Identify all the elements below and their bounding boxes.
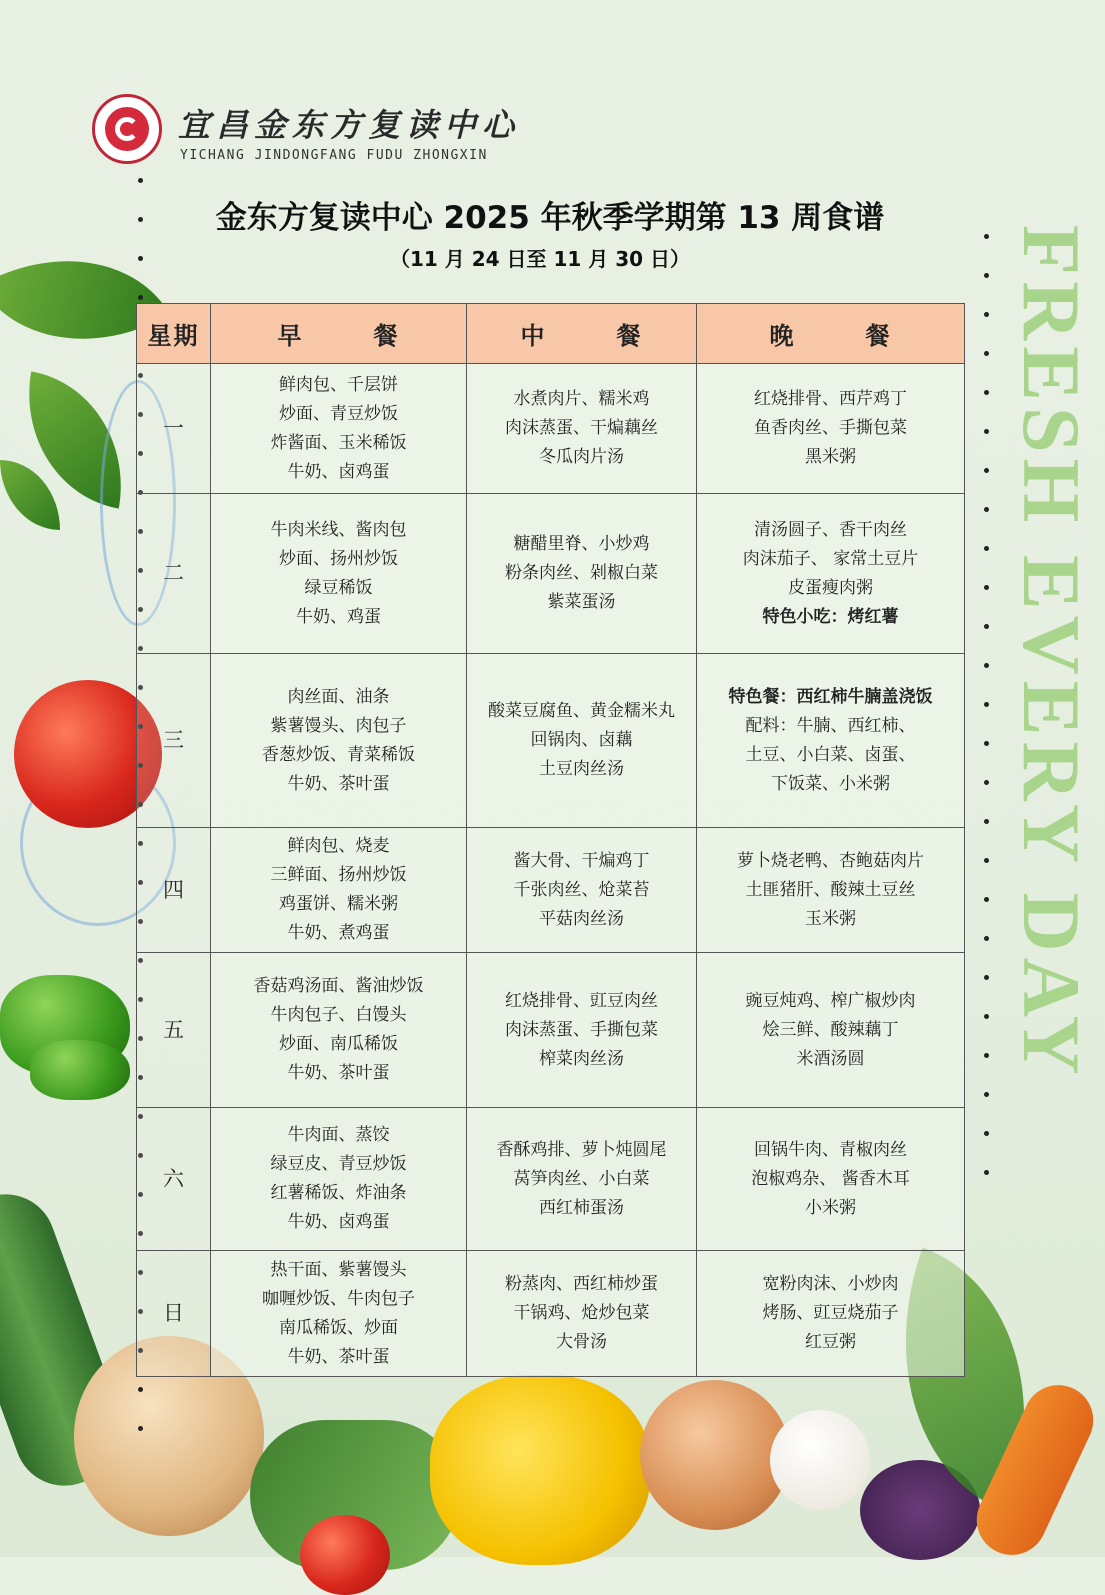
brand-name-cn: 宜昌金东方复读中心 <box>178 106 521 144</box>
header-lunch: 中 餐 <box>467 304 697 364</box>
tomato-decoration <box>300 1515 390 1595</box>
menu-item-line: 冬瓜肉片汤 <box>539 447 624 467</box>
menu-item-line: 牛奶、卤鸡蛋 <box>287 1212 390 1232</box>
menu-item-line: 玉米粥 <box>805 908 856 929</box>
garlic-decoration <box>770 1410 870 1510</box>
menu-item-line: 黑米粥 <box>805 447 856 467</box>
dot-column-right <box>984 234 990 1209</box>
breakfast-cell <box>211 364 467 494</box>
table-row <box>137 364 965 494</box>
menu-item-line: 牛奶、鸡蛋 <box>296 606 381 627</box>
menu-item-line: 绿豆皮、青豆炒饭 <box>270 1154 407 1174</box>
menu-item-line: 平菇肉丝汤 <box>539 908 624 929</box>
table-row <box>137 1108 965 1251</box>
menu-item-line: 红薯稀饭、炸油条 <box>270 1183 407 1203</box>
menu-item-line: 香酥鸡排、萝卜炖圆尾 <box>496 1139 667 1160</box>
menu-item-line: 牛奶、茶叶蛋 <box>287 1063 390 1083</box>
menu-item-line: 水煮肉片、糯米鸡 <box>513 389 650 409</box>
menu-item-line: 豌豆炖鸡、榨广椒炒肉 <box>745 990 916 1011</box>
day-cell: 六 <box>137 1108 211 1251</box>
menu-item-line: 炒面、南瓜稀饭 <box>279 1034 398 1054</box>
menu-item-line: 烩三鲜、酸辣藕丁 <box>762 1019 899 1040</box>
menu-item-line: 牛肉米线、酱肉包 <box>270 519 407 540</box>
menu-item-line: 酱大骨、干煸鸡丁 <box>513 850 650 871</box>
menu-item-line: 糖醋里脊、小炒鸡 <box>513 534 650 554</box>
side-slogan <box>1002 225 1097 1081</box>
table-row <box>137 654 965 828</box>
table-row <box>137 953 965 1108</box>
dinner-cell <box>697 1108 965 1251</box>
menu-item-line: 莴笋肉丝、小白菜 <box>513 1168 650 1189</box>
day-cell: 一 <box>137 364 211 494</box>
menu-item-line: 南瓜稀饭、炒面 <box>279 1317 398 1338</box>
yellow-pepper-decoration <box>430 1375 650 1565</box>
menu-item-line: 绿豆稀饭 <box>304 577 373 598</box>
lunch-cell <box>467 1108 697 1251</box>
school-logo <box>92 94 162 164</box>
table-row <box>137 1251 965 1377</box>
menu-item-line: 牛奶、茶叶蛋 <box>287 773 390 794</box>
menu-item-line: 烤肠、豇豆烧茄子 <box>762 1303 899 1323</box>
menu-item-line: 咖喱炒饭、牛肉包子 <box>262 1288 415 1309</box>
menu-item-line: 土豆肉丝汤 <box>539 759 624 779</box>
menu-item-line: 肉沫蒸蛋、干煸藕丝 <box>505 418 658 438</box>
menu-item-line: 下饭菜、小米粥 <box>771 773 890 794</box>
day-cell: 五 <box>137 953 211 1108</box>
menu-item-line: 炒面、扬州炒饭 <box>279 548 398 569</box>
menu-item-line: 三鲜面、扬州炒饭 <box>270 865 407 885</box>
menu-item-line: 牛奶、茶叶蛋 <box>287 1346 390 1367</box>
dinner-cell <box>697 654 965 828</box>
menu-item-line: 回锅牛肉、青椒肉丝 <box>754 1139 907 1160</box>
menu-item-line: 热干面、紫薯馒头 <box>270 1259 407 1280</box>
menu-item-line: 紫薯馒头、肉包子 <box>270 715 407 736</box>
breakfast-cell <box>211 494 467 654</box>
onion-decoration <box>640 1380 790 1530</box>
menu-item-line: 紫菜蛋汤 <box>547 592 616 612</box>
day-cell: 三 <box>137 654 211 828</box>
menu-item-line: 宽粉肉沫、小炒肉 <box>762 1274 899 1294</box>
table-header-row <box>137 304 965 364</box>
header-dinner: 晚 餐 <box>697 304 965 364</box>
page-title: 金东方复读中心 2025 年秋季学期第 13 周食谱 <box>215 200 885 236</box>
lunch-cell <box>467 953 697 1108</box>
menu-item-line: 炸酱面、玉米稀饭 <box>270 432 407 453</box>
special-snack: 特色小吃：烤红薯 <box>762 606 899 627</box>
menu-item-line: 牛奶、煮鸡蛋 <box>287 923 390 943</box>
menu-item-line: 鲜肉包、千层饼 <box>279 374 398 395</box>
menu-item-line: 米酒汤圆 <box>796 1048 865 1069</box>
menu-item-line: 萝卜烧老鸭、杏鲍菇肉片 <box>737 850 924 871</box>
menu-item-line: 回锅肉、卤藕 <box>530 730 633 750</box>
menu-item-line: 鱼香肉丝、手撕包菜 <box>754 418 907 438</box>
menu-item-line: 配料：牛腩、西红柿、 <box>745 715 916 736</box>
special-dish: 特色餐：西红柿牛腩盖浇饭 <box>728 686 933 707</box>
menu-item-line: 榨菜肉丝汤 <box>539 1048 624 1069</box>
menu-item-line: 土匪猪肝、酸辣土豆丝 <box>745 879 916 900</box>
menu-item-line: 牛肉面、蒸饺 <box>287 1125 390 1145</box>
page-subtitle: （11 月 24 日至 11 月 30 日） <box>389 247 691 271</box>
menu-item-line: 牛奶、卤鸡蛋 <box>287 461 390 482</box>
menu-item-line: 粉蒸肉、西红柿炒蛋 <box>505 1274 658 1294</box>
header-breakfast: 早 餐 <box>211 304 467 364</box>
day-cell: 二 <box>137 494 211 654</box>
menu-item-line: 香菇鸡汤面、酱油炒饭 <box>253 976 424 996</box>
menu-item-line: 千张肉丝、炝菜苔 <box>513 879 650 900</box>
breakfast-cell <box>211 1108 467 1251</box>
dinner-cell <box>697 494 965 654</box>
breakfast-cell <box>211 828 467 953</box>
green-pepper-decoration <box>30 1040 130 1100</box>
lunch-cell <box>467 828 697 953</box>
menu-item-line: 清汤圆子、香干肉丝 <box>754 519 907 540</box>
breakfast-cell <box>211 1251 467 1377</box>
menu-item-line: 鸡蛋饼、糯米粥 <box>279 894 398 914</box>
dinner-cell <box>697 364 965 494</box>
dinner-cell <box>697 953 965 1108</box>
menu-item-line: 肉丝面、油条 <box>287 686 390 707</box>
lunch-cell <box>467 654 697 828</box>
lunch-cell <box>467 494 697 654</box>
dinner-cell <box>697 1251 965 1377</box>
table-row <box>137 494 965 654</box>
menu-item-line: 鲜肉包、烧麦 <box>287 836 390 856</box>
day-cell: 四 <box>137 828 211 953</box>
lunch-cell <box>467 1251 697 1377</box>
menu-item-line: 酸菜豆腐鱼、黄金糯米丸 <box>488 701 675 721</box>
menu-item-line: 香葱炒饭、青菜稀饭 <box>262 744 415 765</box>
breakfast-cell <box>211 654 467 828</box>
lunch-cell <box>467 364 697 494</box>
menu-item-line: 土豆、小白菜、卤蛋、 <box>745 744 916 765</box>
menu-item-line: 炒面、青豆炒饭 <box>279 403 398 424</box>
menu-item-line: 粉条肉丝、剁椒白菜 <box>505 563 658 583</box>
menu-item-line: 红烧排骨、豇豆肉丝 <box>505 990 658 1011</box>
menu-item-line: 牛肉包子、白馒头 <box>270 1005 407 1025</box>
menu-item-line: 小米粥 <box>805 1197 856 1218</box>
breakfast-cell <box>211 953 467 1108</box>
dinner-cell <box>697 828 965 953</box>
menu-item-line: 肉沫蒸蛋、手撕包菜 <box>505 1019 658 1040</box>
table-row <box>137 828 965 953</box>
menu-item-line: 泡椒鸡杂、 酱香木耳 <box>751 1168 910 1189</box>
leaf-decoration <box>0 460 60 530</box>
menu-item-line: 大骨汤 <box>556 1332 607 1352</box>
brand-name-en: YICHANG JINDONGFANG FUDU ZHONGXIN <box>180 148 488 163</box>
day-cell: 日 <box>137 1251 211 1377</box>
header-day: 星期 <box>137 304 211 364</box>
menu-item-line: 西红柿蛋汤 <box>539 1197 624 1218</box>
menu-item-line: 皮蛋瘦肉粥 <box>788 577 873 598</box>
menu-item-line: 肉沫茄子、 家常土豆片 <box>742 548 919 569</box>
side-slogan-text: FRESH EVERY DAY <box>1006 225 1097 1081</box>
menu-item-line: 干锅鸡、炝炒包菜 <box>513 1303 650 1323</box>
menu-item-line: 红豆粥 <box>805 1332 856 1352</box>
menu-item-line: 红烧排骨、西芹鸡丁 <box>754 389 907 409</box>
weekly-menu-table <box>136 303 965 1377</box>
